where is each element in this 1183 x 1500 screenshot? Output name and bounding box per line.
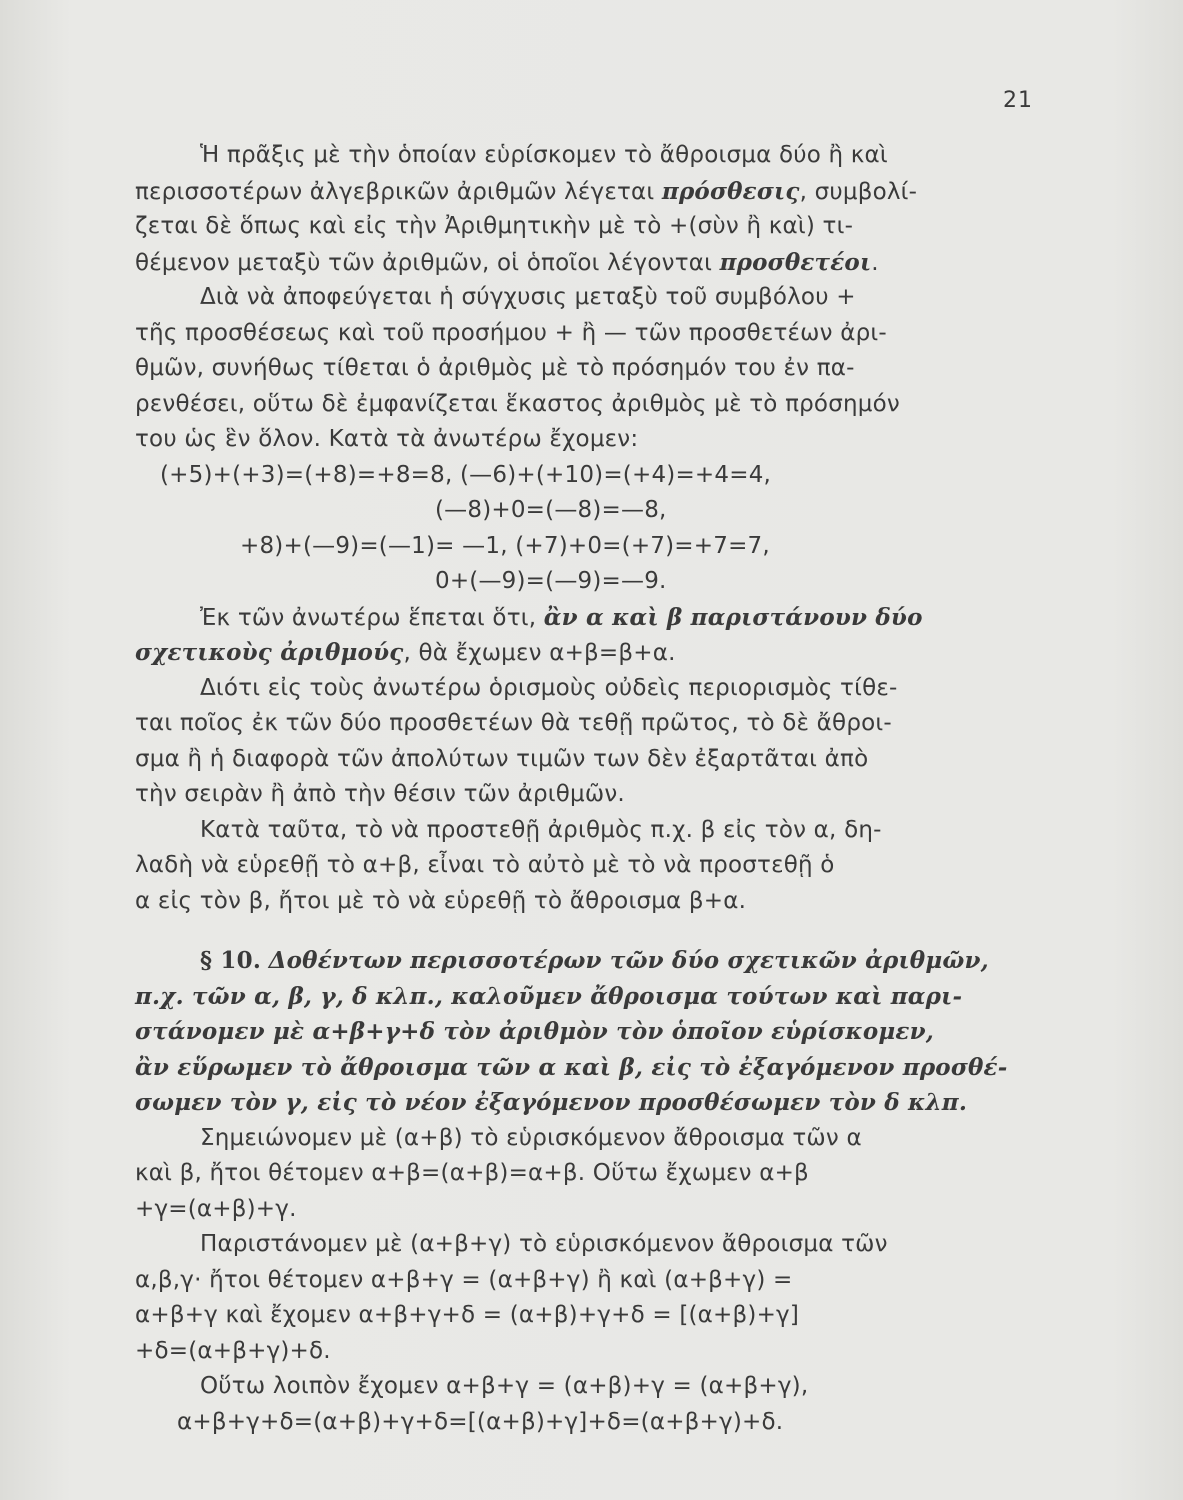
- text-line: Ἡ πρᾶξις μὲ τὴν ὁποίαν εὑρίσκομεν τὸ ἄθροισμα δύο ἢ καὶ: [200, 142, 888, 168]
- text-line: καὶ β, ἤτοι θέτομεν α+β=(α+β)=α+β. Οὕτω ἔχωμεν α+β: [135, 1160, 809, 1186]
- text-line: +δ=(α+β+γ)+δ.: [135, 1337, 331, 1364]
- rule-statement: ἂν α καὶ β παριστάνουν δύο: [543, 603, 923, 631]
- section-text-line: στάνομεν μὲ α+β+γ+δ τὸν ἀριθμὸν τὸν ὁποῖον εὑρίσκομεν,: [135, 1018, 934, 1045]
- rule-statement: σχετικοὺς ἀριθμούς: [135, 639, 404, 666]
- section-text-line: σωμεν τὸν γ, εἰς τὸ νέον ἐξαγόμενον προσθέσωμεν τὸν δ κλπ.: [135, 1089, 968, 1116]
- text-line: Κατὰ ταῦτα, τὸ νὰ προστεθῇ ἀριθμὸς π.χ. β εἰς τὸν α, δη-: [200, 816, 882, 843]
- text-line: +γ=(α+β)+γ.: [135, 1195, 297, 1222]
- text-line: ρενθέσει, οὕτω δὲ ἐμφανίζεται ἕκαστος ἀριθμὸς μὲ τὸ πρόσημόν: [135, 390, 900, 417]
- text-line: θέμενον μεταξὺ τῶν ἀριθμῶν, οἱ ὁποῖοι λέγονται προσθετέοι.: [135, 248, 879, 276]
- text-line: τῆς προσθέσεως καὶ τοῦ προσήμου + ἢ — τῶν προσθετέων ἀρι-: [135, 319, 887, 346]
- page-number: 21: [1003, 88, 1033, 113]
- text-line: Διότι εἰς τοὺς ἀνωτέρω ὁρισμοὺς οὐδεὶς περιορισμὸς τίθε-: [200, 674, 898, 701]
- text-line: Ἐκ τῶν ἀνωτέρω ἕπεται ὅτι, ἂν α καὶ β παριστάνουν δύο: [200, 603, 923, 631]
- equation-line: 0+(—9)=(—9)=—9.: [435, 568, 667, 594]
- equation-line: (+5)+(+3)=(+8)=+8=8, (—6)+(+10)=(+4)=+4=4,: [160, 461, 772, 488]
- section-heading: § 10. Δοθέντων περισσοτέρων τῶν δύο σχετικῶν ἀριθμῶν,: [200, 947, 989, 974]
- text-line: ζεται δὲ ὅπως καὶ εἰς τὴν Ἀριθμητικὴν μὲ τὸ +(σὺν ἢ καὶ) τι-: [135, 213, 854, 239]
- section-text-line: ἂν εὕρωμεν τὸ ἄθροισμα τῶν α καὶ β, εἰς τὸ ἐξαγόμενον προσθέ-: [135, 1053, 1008, 1081]
- text-line: σμα ἢ ἡ διαφορὰ τῶν ἀπολύτων τιμῶν των δὲν ἐξαρτᾶται ἀπὸ: [135, 745, 869, 772]
- text-line: Οὕτω λοιπὸν ἔχομεν α+β+γ = (α+β)+γ = (α+β+γ),: [200, 1373, 809, 1399]
- text-line: Διὰ νὰ ἀποφεύγεται ἡ σύγχυσις μεταξὺ τοῦ συμβόλου +: [200, 284, 856, 310]
- equation-line: α+β+γ+δ=(α+β)+γ+δ=[(α+β)+γ]+δ=(α+β+γ)+δ.: [177, 1408, 784, 1435]
- text-line: α εἰς τὸν β, ἤτοι μὲ τὸ νὰ εὑρεθῇ τὸ ἄθροισμα β+α.: [135, 887, 747, 914]
- text-line: α+β+γ καὶ ἔχομεν α+β+γ+δ = (α+β)+γ+δ = [(α+β)+γ]: [135, 1302, 800, 1328]
- text-line: περισσοτέρων ἀλγεβρικῶν ἀριθμῶν λέγεται πρόσθεσις, συμβολί-: [135, 177, 918, 205]
- body-text: [135, 138, 1035, 1440]
- text-line: τὴν σειρὰν ἢ ἀπὸ τὴν θέσιν τῶν ἀριθμῶν.: [135, 781, 625, 807]
- equation-line: (—8)+0=(—8)=—8,: [435, 497, 667, 523]
- term-prosthesis: πρόσθεσις: [661, 177, 800, 205]
- text-line: του ὡς ἓν ὅλον. Κατὰ τὰ ἀνωτέρω ἔχομεν:: [135, 426, 639, 452]
- text-line: θμῶν, συνήθως τίθεται ὁ ἀριθμὸς μὲ τὸ πρόσημόν του ἐν πα-: [135, 355, 855, 381]
- text-line: Παριστάνομεν μὲ (α+β+γ) τὸ εὑρισκόμενον ἄθροισμα τῶν: [200, 1231, 888, 1257]
- text-line: λαδὴ νὰ εὑρεθῇ τὸ α+β, εἶναι τὸ αὐτὸ μὲ τὸ νὰ προστεθῇ ὁ: [135, 852, 835, 878]
- section-text-line: π.χ. τῶν α, β, γ, δ κλπ., καλοῦμεν ἄθροισμα τούτων καὶ παρι-: [135, 982, 963, 1010]
- text-line: α,β,γ· ἤτοι θέτομεν α+β+γ = (α+β+γ) ἢ καὶ (α+β+γ) =: [135, 1266, 793, 1293]
- term-prosthetoi: προσθετέοι: [719, 248, 872, 276]
- text-line: ται ποῖος ἐκ τῶν δύο προσθετέων θὰ τεθῇ πρῶτος, τὸ δὲ ἄθροι-: [135, 710, 892, 736]
- text-line: Σημειώνομεν μὲ (α+β) τὸ εὑρισκόμενον ἄθροισμα τῶν α: [200, 1124, 862, 1151]
- equation-line: +8)+(—9)=(—1)= —1, (+7)+0=(+7)=+7=7,: [240, 532, 770, 559]
- section-number: § 10.: [200, 947, 262, 974]
- text-line: σχετικοὺς ἀριθμούς, θὰ ἔχωμεν α+β=β+α.: [135, 639, 676, 666]
